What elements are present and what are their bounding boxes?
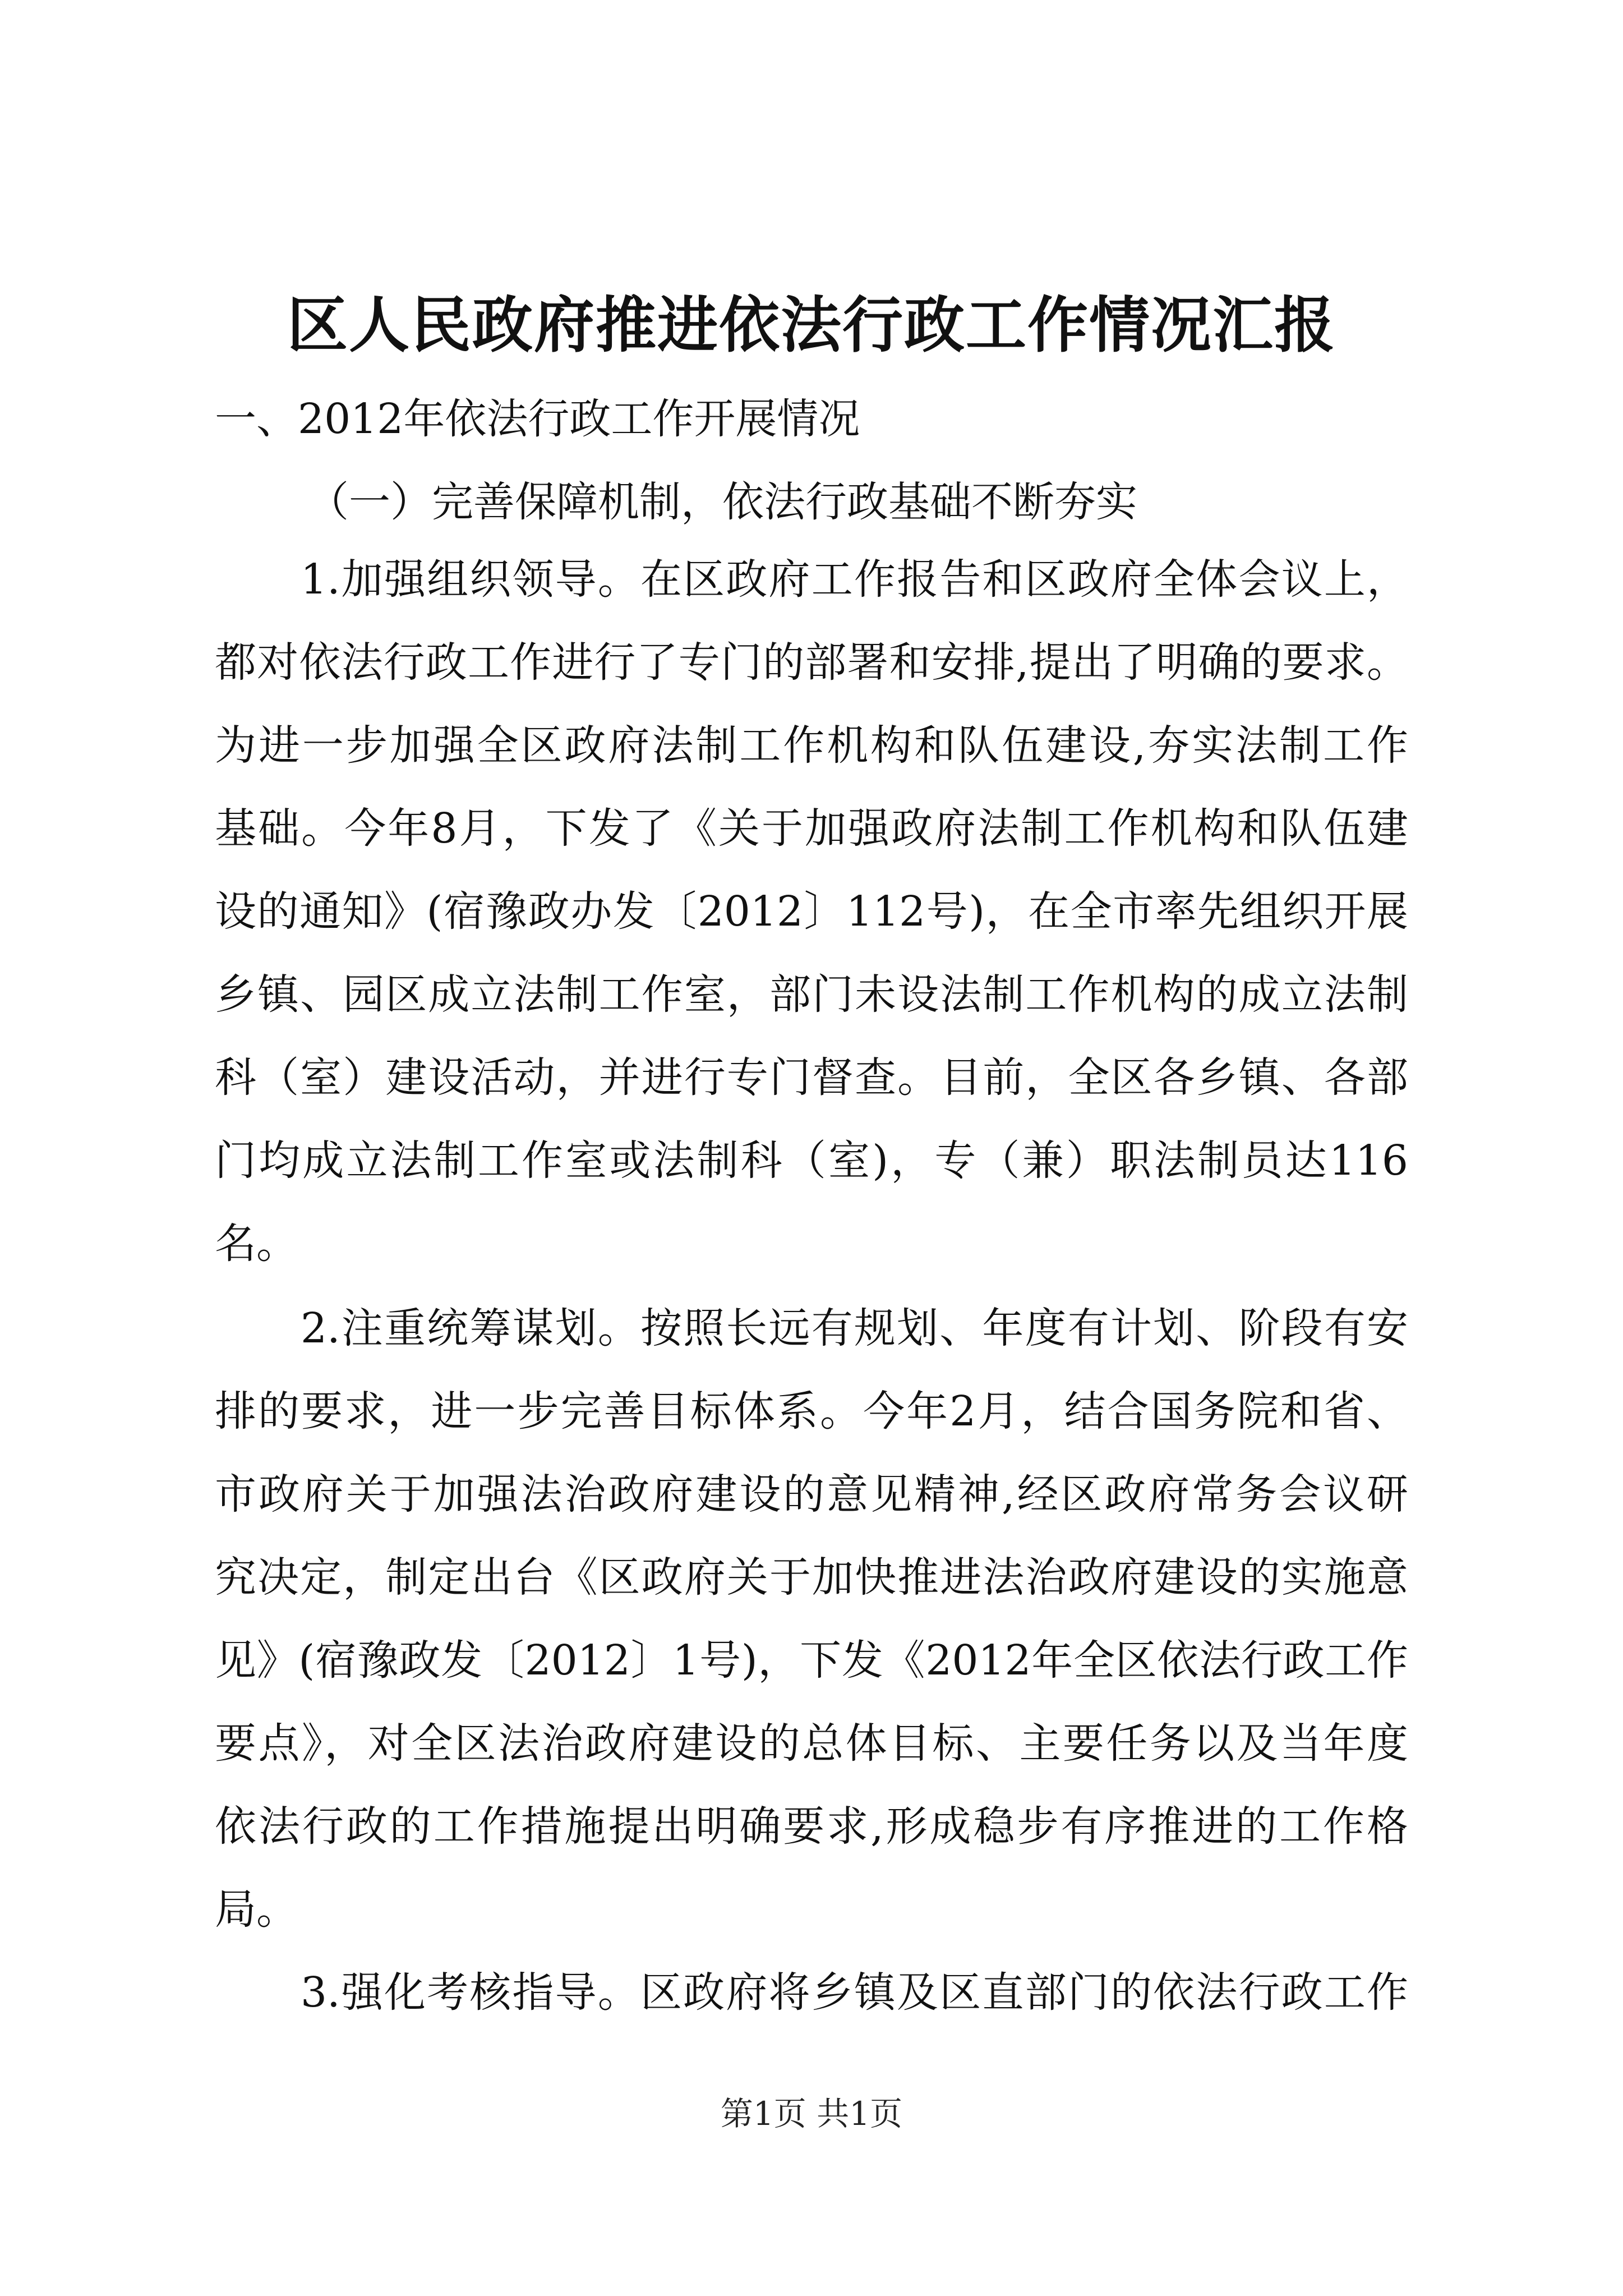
body-line: 依法行政的工作措施提出明确要求,形成稳步有序推进的工作格 [215,1802,1408,1851]
body-line: 局。 [215,1885,298,1934]
body-line: 为进一步加强全区政府法制工作机构和队伍建设,夯实法制工作 [215,721,1408,770]
body-line: 乡镇、园区成立法制工作室，部门未设法制工作机构的成立法制 [215,970,1408,1019]
document-title: 区人民政府推进依法行政工作情况汇报 [287,290,1336,361]
body-line: 设的通知》(宿豫政办发〔2012〕112号)，在全市率先组织开展 [215,887,1408,936]
body-line: 市政府关于加强法治政府建设的意见精神,经区政府常务会议研 [215,1470,1408,1519]
body-line: 科（室）建设活动，并进行专门督查。目前，全区各乡镇、各部 [215,1053,1408,1102]
body-line: 要点》，对全区法治政府建设的总体目标、主要任务以及当年度 [215,1719,1408,1768]
body-line: 排的要求，进一步完善目标体系。今年2月，结合国务院和省、 [215,1387,1408,1435]
subsection-heading: （一）完善保障机制，依法行政基础不断夯实 [307,478,1137,526]
body-line: 基础。今年8月，下发了《关于加强政府法制工作机构和队伍建 [215,804,1408,853]
body-line: 见》(宿豫政发〔2012〕1号)，下发《2012年全区依法行政工作 [215,1636,1408,1685]
body-line: 都对依法行政工作进行了专门的部署和安排,提出了明确的要求。 [215,638,1408,687]
body-line: 3.强化考核指导。区政府将乡镇及区直部门的依法行政工作 [301,1968,1408,2017]
body-line: 名。 [215,1220,298,1268]
section-heading: 一、2012年依法行政工作开展情况 [215,395,860,443]
body-line: 2.注重统筹谋划。按照长远有规划、年度有计划、阶段有安 [301,1304,1408,1352]
body-line: 究决定，制定出台《区政府关于加快推进法治政府建设的实施意 [215,1553,1408,1602]
body-line: 门均成立法制工作室或法制科（室)，专（兼）职法制员达116 [215,1137,1408,1185]
body-line: 1.加强组织领导。在区政府工作报告和区政府全体会议上， [301,555,1408,604]
page-number: 第1页 共1页 [720,2095,903,2133]
